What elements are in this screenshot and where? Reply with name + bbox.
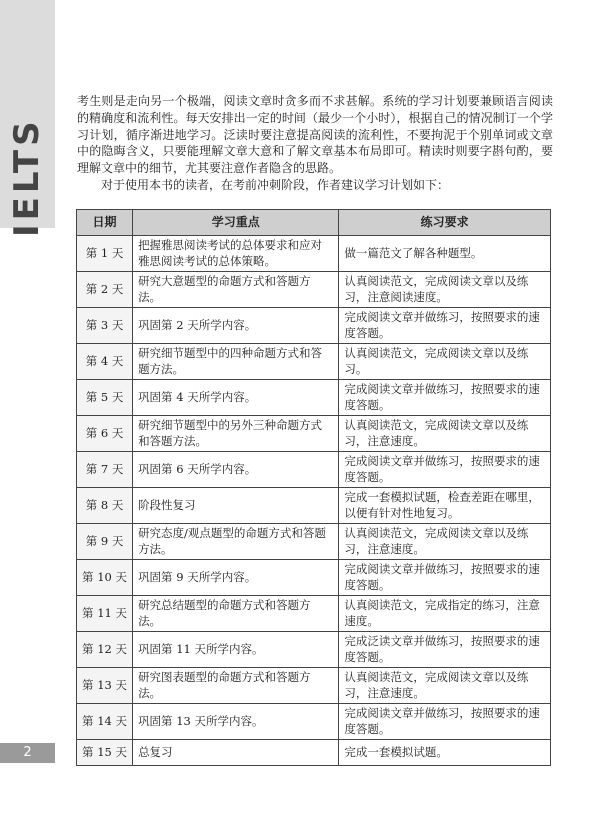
requirement-cell: 完成阅读文章并做练习，按照要求的速度答题。 — [339, 704, 551, 740]
day-cell: 第 15 天 — [77, 740, 133, 766]
requirement-cell: 认真阅读范文，完成阅读文章以及练习，注意速度。 — [339, 524, 551, 560]
day-cell: 第 12 天 — [77, 632, 133, 668]
header-requirement: 练习要求 — [339, 210, 551, 236]
table-header-row — [77, 210, 551, 236]
table-row — [77, 740, 551, 766]
table-row — [77, 272, 551, 308]
requirement-cell: 完成泛读文章并做练习，按照要求的速度答题。 — [339, 632, 551, 668]
day-cell: 第 3 天 — [77, 308, 133, 344]
day-cell: 第 13 天 — [77, 668, 133, 704]
focus-cell: 研究态度/观点题型的命题方式和答题方法。 — [133, 524, 339, 560]
day-cell: 第 6 天 — [77, 416, 133, 452]
table-row — [77, 380, 551, 416]
table-row — [77, 344, 551, 380]
table-row — [77, 416, 551, 452]
table-row — [77, 704, 551, 740]
table-row — [77, 668, 551, 704]
table-row — [77, 560, 551, 596]
focus-cell: 巩固第 4 天所学内容。 — [133, 380, 339, 416]
requirement-cell: 完成阅读文章并做练习，按照要求的速度答题。 — [339, 380, 551, 416]
table-row — [77, 236, 551, 272]
requirement-cell: 完成阅读文章并做练习，按照要求的速度答题。 — [339, 452, 551, 488]
focus-cell: 阶段性复习 — [133, 488, 339, 524]
requirement-cell: 完成一套模拟试题，检查差距在哪里，以便有针对性地复习。 — [339, 488, 551, 524]
header-date: 日期 — [77, 210, 133, 236]
requirement-cell: 认真阅读范文，完成阅读文章以及练习，注意速度。 — [339, 668, 551, 704]
focus-cell: 巩固第 13 天所学内容。 — [133, 704, 339, 740]
table-row — [77, 632, 551, 668]
paragraph: 考生则是走向另一个极端，阅读文章时贪多而不求甚解。系统的学习计划要兼顾语言阅读的精确度和流利性。每天安排出一定的时间（最少一个小时），根据自己的情况制订一个学习计划，循序渐进地学习。泛读时要注意提高阅读的流利性，不要拘泥于个别单词或文章中的隐晦含义，只要能理解文章大意和了解文章基本布局即可。精读时则要字斟句酌，要理解文章中的细节，尤其要注意作者隐含的思路。 — [77, 94, 553, 176]
focus-cell: 巩固第 11 天所学内容。 — [133, 632, 339, 668]
day-cell: 第 10 天 — [77, 560, 133, 596]
day-cell: 第 1 天 — [77, 236, 133, 272]
focus-cell: 把握雅思阅读考试的总体要求和应对雅思阅读考试的总体策略。 — [133, 236, 339, 272]
body-text — [77, 93, 553, 194]
requirement-cell: 认真阅读范文，完成指定的练习，注意速度。 — [339, 596, 551, 632]
day-cell: 第 11 天 — [77, 596, 133, 632]
header-focus: 学习重点 — [133, 210, 339, 236]
requirement-cell: 做一篇范文了解各种题型。 — [339, 236, 551, 272]
focus-cell: 研究图表题型的命题方式和答题方法。 — [133, 668, 339, 704]
focus-cell: 巩固第 2 天所学内容。 — [133, 308, 339, 344]
requirement-cell: 完成一套模拟试题。 — [339, 740, 551, 766]
paragraph: 对于使用本书的读者，在考前冲刺阶段，作者建议学习计划如下： — [101, 177, 450, 192]
focus-cell: 研究大意题型的命题方式和答题方法。 — [133, 272, 339, 308]
day-cell: 第 14 天 — [77, 704, 133, 740]
focus-cell: 研究细节题型中的四种命题方式和答题方法。 — [133, 344, 339, 380]
page-number: 2 — [0, 743, 55, 763]
day-cell: 第 8 天 — [77, 488, 133, 524]
day-cell: 第 5 天 — [77, 380, 133, 416]
focus-cell: 巩固第 6 天所学内容。 — [133, 452, 339, 488]
requirement-cell: 完成阅读文章并做练习，按照要求的速度答题。 — [339, 308, 551, 344]
day-cell: 第 2 天 — [77, 272, 133, 308]
table-row — [77, 452, 551, 488]
day-cell: 第 7 天 — [77, 452, 133, 488]
day-cell: 第 9 天 — [77, 524, 133, 560]
table-row — [77, 524, 551, 560]
focus-cell: 研究总结题型的命题方式和答题方法。 — [133, 596, 339, 632]
requirement-cell: 认真阅读范文，完成阅读文章以及练习，注意速度。 — [339, 416, 551, 452]
focus-cell: 巩固第 9 天所学内容。 — [133, 560, 339, 596]
side-label: IELTS — [7, 117, 47, 237]
study-plan-table — [76, 209, 551, 766]
table-row — [77, 488, 551, 524]
focus-cell: 总复习 — [133, 740, 339, 766]
focus-cell: 研究细节题型中的另外三种命题方式和答题方法。 — [133, 416, 339, 452]
day-cell: 第 4 天 — [77, 344, 133, 380]
requirement-cell: 认真阅读范文，完成阅读文章以及练习。 — [339, 344, 551, 380]
table-row — [77, 596, 551, 632]
table-row — [77, 308, 551, 344]
requirement-cell: 完成阅读文章并做练习，按照要求的速度答题。 — [339, 560, 551, 596]
requirement-cell: 认真阅读范文，完成阅读文章以及练习，注意阅读速度。 — [339, 272, 551, 308]
